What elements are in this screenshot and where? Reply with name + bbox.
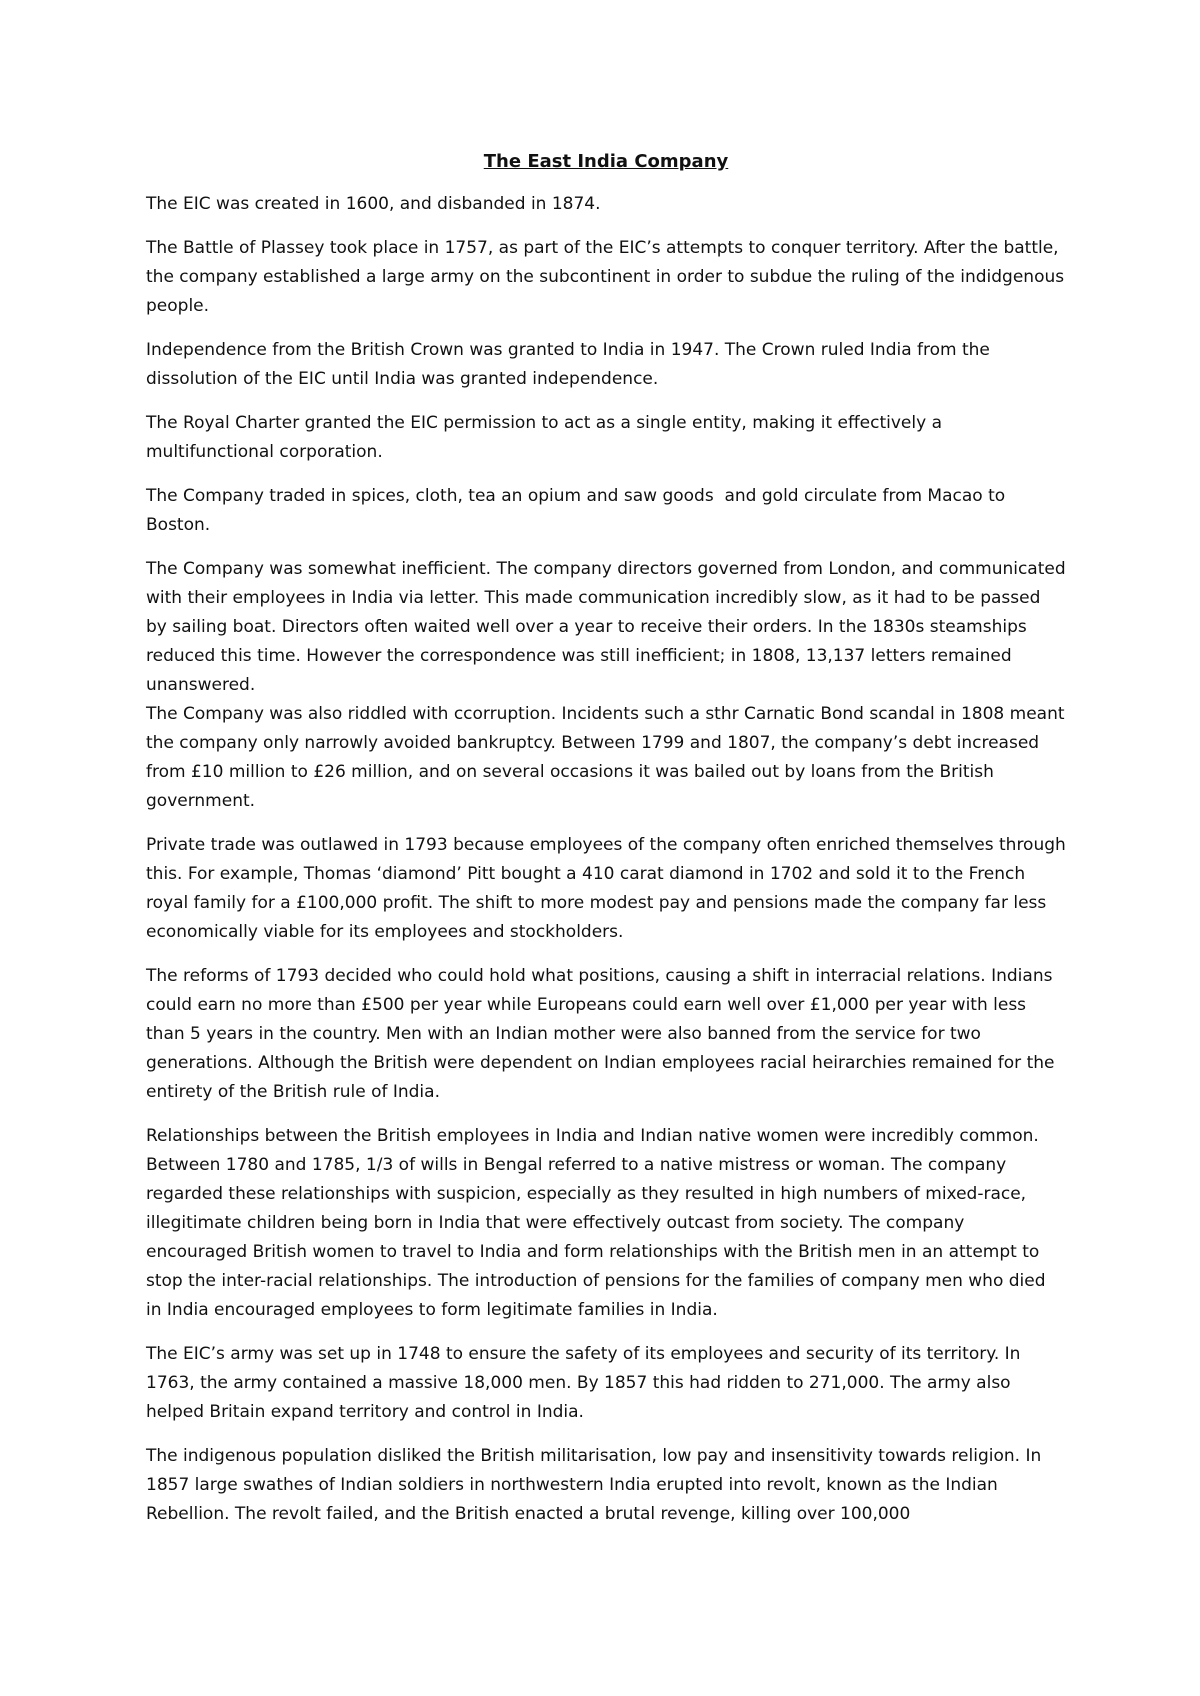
paragraph-trade: The Company traded in spices, cloth, tea an opium and saw goods and gold circulate from Macao to Boston. bbox=[146, 486, 1011, 535]
paragraph-royal-charter: The Royal Charter granted the EIC permission to act as a single entity, making it effectively a multifunctional corporation. bbox=[146, 413, 948, 462]
document-title: The East India Company bbox=[483, 151, 729, 172]
paragraph-inefficiency: The Company was somewhat inefficient. The company directors governed from London, and communicated with their employees in India via letter. This made communication incredibly slow, as it had to be passed by sailing boat. Directors often waited well over a year to receive their orders. In the 1830s steamships reduced this time. However the correspondence was still inefficient; in 1808, 13,137 letters remained unanswered. bbox=[146, 559, 1072, 695]
paragraph-relationships: Relationships between the British employees in India and Indian native women were incredibly common. Between 1780 and 1785, 1/3 of wills in Bengal referred to a native mistress or woman. The company regarded these relationships with suspicion, especially as they resulted in high numbers of mixed-race, illegitimate children being born in India that were effectively outcast from society. The company encouraged British women to travel to India and form relationships with the British men in an attempt to stop the inter-racial relationships. The introduction of pensions for the families of company men who died in India encouraged employees to form legitimate families in India. bbox=[146, 1126, 1051, 1320]
paragraph-founding: The EIC was created in 1600, and disbanded in 1874. bbox=[146, 194, 601, 214]
paragraph-rebellion: The indigenous population disliked the British militarisation, low pay and insensitivity towards religion. In 1857 large swathes of Indian soldiers in northwestern India erupted into revolt, known as the Indian Rebellion. The revolt failed, and the British enacted a brutal revenge, killing over 100,000 bbox=[146, 1446, 1047, 1524]
document-body bbox=[146, 147, 1072, 1544]
paragraph-corruption: The Company was also riddled with ccorruption. Incidents such a sthr Carnatic Bond scandal in 1808 meant the company only narrowly avoided bankruptcy. Between 1799 and 1807, the company’s debt increased from £10 million to £26 million, and on several occasions it was bailed out by loans from the British government. bbox=[146, 704, 1070, 811]
paragraph-plassey: The Battle of Plassey took place in 1757, as part of the EIC’s attempts to conquer territory. After the battle, the company established a large army on the subcontinent in order to subdue the ruling of the indidgenous people. bbox=[146, 238, 1070, 316]
paragraph-reforms: The reforms of 1793 decided who could hold what positions, causing a shift in interracial relations. Indians could earn no more than £500 per year while Europeans could earn well over £1,000 per year with less than 5 years in the country. Men with an Indian mother were also banned from the service for two generations. Although the British were dependent on Indian employees racial heirarchies remained for the entirety of the British rule of India. bbox=[146, 966, 1060, 1102]
paragraph-independence: Independence from the British Crown was granted to India in 1947. The Crown ruled India from the dissolution of the EIC until India was granted independence. bbox=[146, 340, 996, 389]
paragraph-private-trade: Private trade was outlawed in 1793 because employees of the company often enriched themselves through this. For example, Thomas ‘diamond’ Pitt bought a 410 carat diamond in 1702 and sold it to the French royal family for a £100,000 profit. The shift to more modest pay and pensions made the company far less economically viable for its employees and stockholders. bbox=[146, 835, 1072, 942]
paragraph-army: The EIC’s army was set up in 1748 to ensure the safety of its employees and security of its territory. In 1763, the army contained a massive 18,000 men. By 1857 this had ridden to 271,000. The army also helped Britain expand territory and control in India. bbox=[146, 1344, 1026, 1422]
